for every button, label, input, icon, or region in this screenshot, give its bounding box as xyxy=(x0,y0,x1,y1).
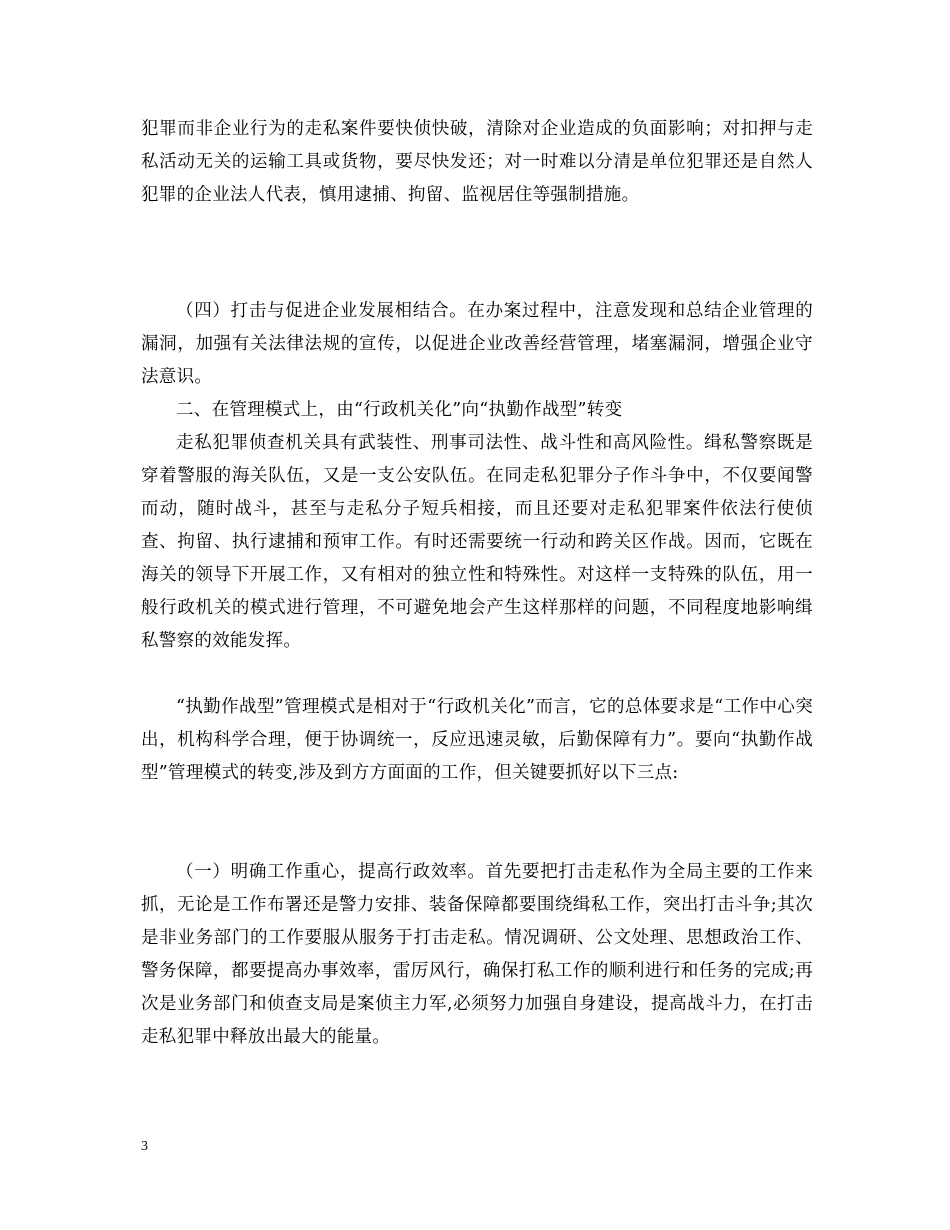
paragraph-anti-smuggling-agency: 走私犯罪侦查机关具有武装性、刑事司法性、战斗性和高风险性。缉私警察既是穿着警服的海关队伍，又是一支公安队伍。在同走私犯罪分子作斗争中，不仅要闻警而动，随时战斗，甚至与走私分子短兵相接，而且还要对走私犯罪案件依法行使侦查、拘留、执行逮捕和预审工作。有时还需要统一行动和跨关区作战。因而，它既在海关的领导下开展工作，又有相对的独立性和特殊性。对这样一支特殊的队伍，用一般行政机关的模式进行管理，不可避免地会产生这样那样的问题，不同程度地影响缉私警察的效能发挥。 xyxy=(141,433,813,651)
paragraph-continuation: 犯罪而非企业行为的走私案件要快侦快破，清除对企业造成的负面影响；对扣押与走私活动无关的运输工具或货物，要尽快发还；对一时难以分清是单位犯罪还是自然人犯罪的企业法人代表，慎用逮捕、拘留、监视居住等强制措施。 xyxy=(141,119,813,205)
paragraph-section-four: （四）打击与促进企业发展相结合。在办案过程中，注意发现和总结企业管理的漏洞，加强有关法律法规的宣传，以促进企业改善经营管理，堵塞漏洞，增强企业守法意识。 xyxy=(141,301,813,387)
page-number: 3 xyxy=(141,1139,148,1154)
paragraph-section-one: （一）明确工作重心，提高行政效率。首先要把打击走私作为全局主要的工作来抓，无论是工作布署还是警力安排、装备保障都要围绕缉私工作，突出打击斗争;其次是非业务部门的工作要服从服务于打击走私。情况调研、公文处理、思想政治工作、警务保障，都要提高办事效率，雷厉风行，确保打私工作的顺利进行和任务的完成;再次是业务部门和侦查支局是案侦主力军,必须努力加强自身建设，提高战斗力，在打击走私犯罪中释放出最大的能量。 xyxy=(141,862,813,1047)
section-heading-two: 二、在管理模式上，由“行政机关化”向“执勤作战型”转变 xyxy=(176,400,623,420)
paragraph-management-model: “执勤作战型”管理模式是相对于“行政机关化”而言，它的总体要求是“工作中心突出，机构科学合理，便于协调统一，反应迅速灵敏，后勤保障有力”。要向“执勤作战型”管理模式的转变,涉及到方方面面的工作，但关键要抓好以下三点: xyxy=(141,697,813,783)
